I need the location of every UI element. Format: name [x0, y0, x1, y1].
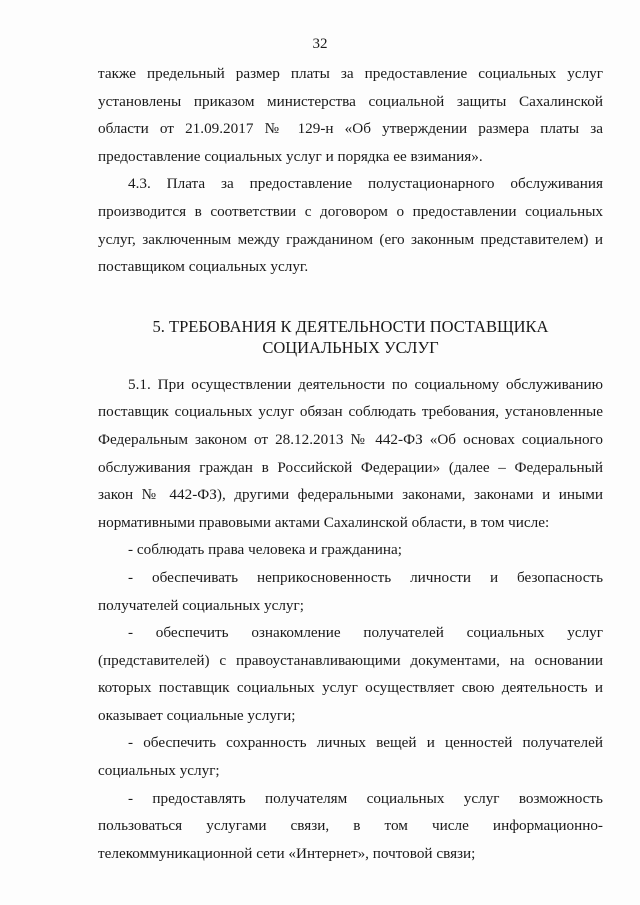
list-item: - обеспечить ознакомление получателей социальных услуг (представителей) с правоустанавливающими документами, на основании которых поставщик социальных услуг осуществляет свою деятельность и оказывает социальные услуги; [98, 624, 603, 724]
paragraph-5-1: 5.1. При осуществлении деятельности по социальному обслуживанию поставщик социальных услуг обязан соблюдать требования, установленные Федеральным законом от 28.12.2013 № 442-ФЗ «Об основах социального обслуживания граждан в Российской Федерации» (далее – Федеральный закон № 442-ФЗ), другими федеральными законами, законами и иными нормативными правовыми актами Сахалинской области, в том числе: [98, 375, 603, 531]
list-item: - соблюдать права человека и гражданина; [128, 541, 402, 559]
page-number: 32 [312, 36, 328, 52]
paragraph-continuation: также предельный размер платы за предоставление социальных услуг установлены приказом министерства социальной защиты Сахалинской области от 21.09.2017 № 129-н «Об утверждении размера платы за предоставление социальных услуг и порядка ее взимания». [98, 65, 603, 165]
section-heading: 5. ТРЕБОВАНИЯ К ДЕЯТЕЛЬНОСТИ ПОСТАВЩИКА СОЦИАЛЬНЫХ УСЛУГ [152, 316, 549, 357]
list-item: - предоставлять получателям социальных услуг возможность пользоваться услугами связи, в том числе информационно-телекоммуникационной сети «Интернет», почтовой связи; [98, 789, 603, 862]
list-item: - обеспечивать неприкосновенность личности и безопасность получателей социальных услуг; [98, 568, 603, 614]
paragraph-4-3: 4.3. Плата за предоставление полустационарного обслуживания производится в соответствии с договором о предоставлении социальных услуг, заключенным между гражданином (его законным представителем) и поставщиком социальных услуг. [98, 175, 603, 276]
document-body [98, 60, 603, 867]
list-item: - обеспечить сохранность личных вещей и ценностей получателей социальных услуг; [98, 734, 603, 780]
